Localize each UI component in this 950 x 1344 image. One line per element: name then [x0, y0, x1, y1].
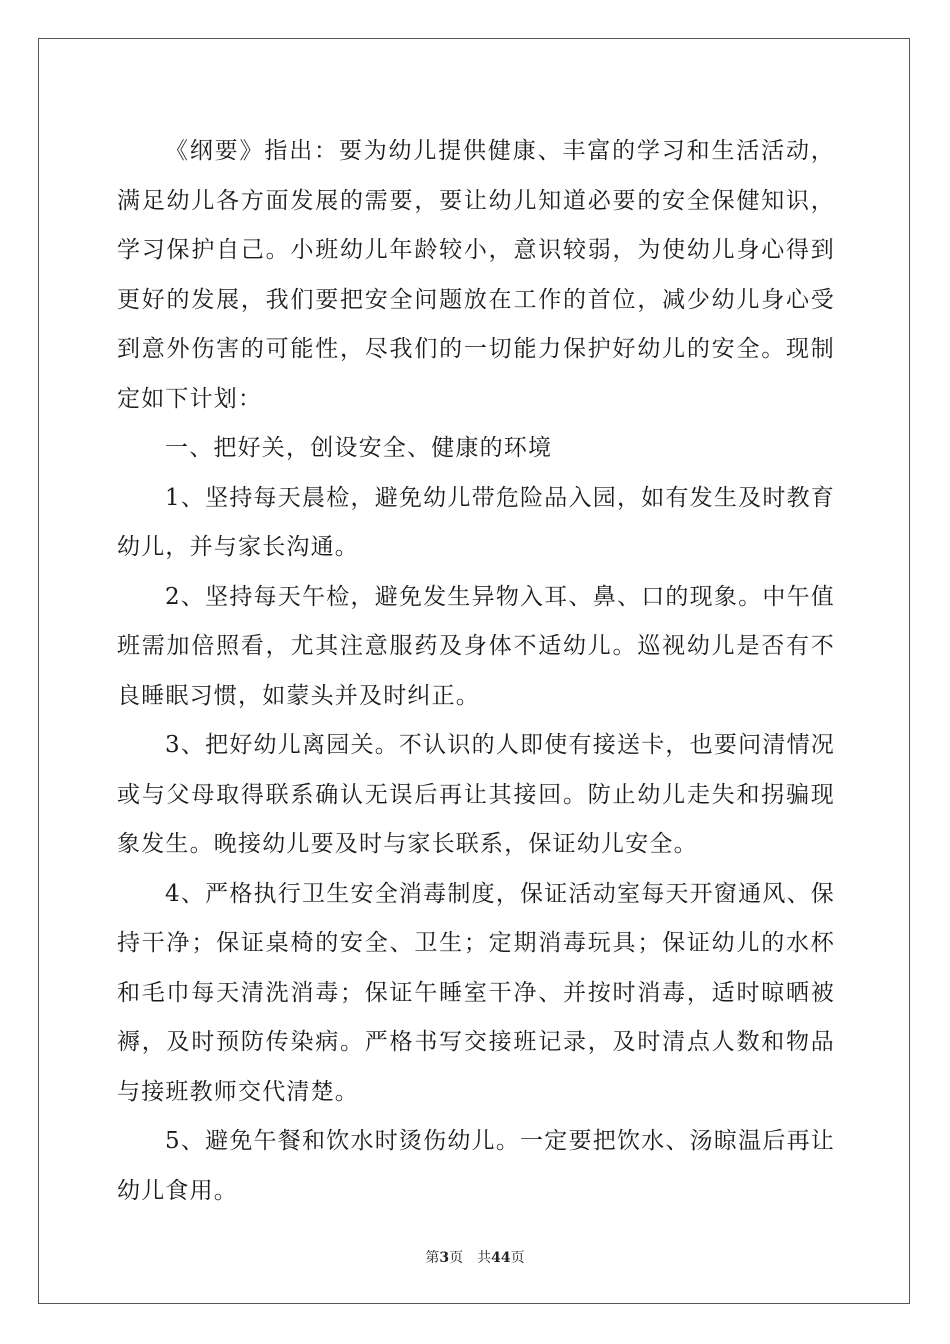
item-paragraph-2: 2、坚持每天午检，避免发生异物入耳、鼻、口的现象。中午值班需加倍照看，尤其注意服药及身体不适幼儿。巡视幼儿是否有不良睡眠习惯，如蒙头并及时纠正。	[117, 583, 835, 709]
page-number: 3	[439, 1250, 450, 1266]
total-prefix: 共	[477, 1250, 492, 1266]
section-heading: 一、把好关，创设安全、健康的环境	[165, 435, 553, 461]
item-paragraph-3: 3、把好幼儿离园关。不认识的人即使有接送卡，也要问清情况或与父母取得联系确认无误后再让其接回。防止幼儿走失和拐骗现象发生。晚接幼儿要及时与家长联系，保证幼儿安全。	[117, 732, 835, 857]
item-paragraph-1: 1、坚持每天晨检，避免幼儿带危险品入园，如有发生及时教育幼儿，并与家长沟通。	[117, 484, 835, 560]
document-body	[117, 127, 835, 1216]
total-pages: 44	[491, 1250, 511, 1266]
item-paragraph-5: 5、避免午餐和饮水时烫伤幼儿。一定要把饮水、汤晾温后再让幼儿食用。	[117, 1128, 835, 1204]
intro-paragraph: 《纲要》指出：要为幼儿提供健康、丰富的学习和生活活动，满足幼儿各方面发展的需要，要让幼儿知道必要的安全保健知识，学习保护自己。小班幼儿年龄较小，意识较弱，为使幼儿身心得到更好的发展，我们要把安全问题放在工作的首位，减少幼儿身心受到意外伤害的可能性，尽我们的一切能力保护好幼儿的安全。现制定如下计划：	[117, 138, 835, 412]
total-suffix: 页	[510, 1250, 525, 1266]
page-footer	[0, 1247, 950, 1267]
item-paragraph-4: 4、严格执行卫生安全消毒制度，保证活动室每天开窗通风、保持干净；保证桌椅的安全、卫生；定期消毒玩具；保证幼儿的水杯和毛巾每天清洗消毒；保证午睡室干净、并按时消毒，适时晾晒被褥，及时预防传染病。严格书写交接班记录，及时清点人数和物品与接班教师交代清楚。	[117, 880, 835, 1105]
page-prefix: 第	[425, 1250, 440, 1266]
page-suffix: 页	[449, 1250, 464, 1266]
